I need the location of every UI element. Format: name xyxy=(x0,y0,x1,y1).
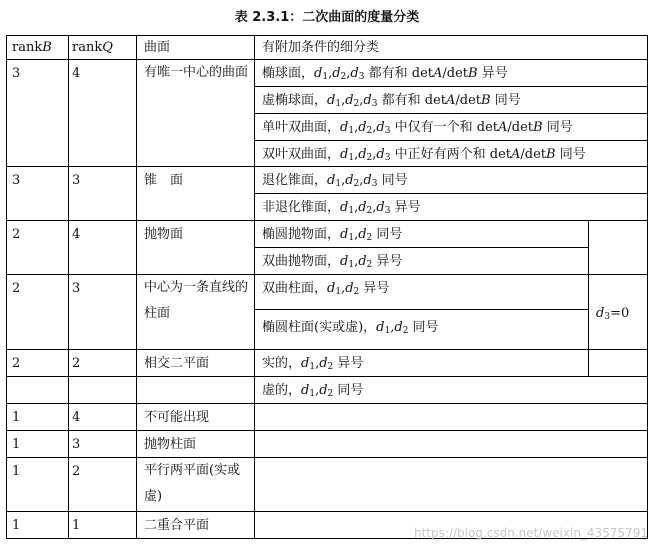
row4-sub2: 椭圆柱面(实或虚)，$d_1,d_2$ 同号 xyxy=(262,320,439,336)
watermark: https://blog.csdn.net/weixin_43575791 xyxy=(413,526,648,540)
row6-surface: 不可能出现 xyxy=(144,410,210,425)
row9-rankQ: 1 xyxy=(72,518,81,533)
row7-surface: 抛物柱面 xyxy=(144,437,197,452)
row8-rankB: 1 xyxy=(12,464,21,479)
row9-rankB: 1 xyxy=(12,518,21,533)
row8-surface: 平行两平面(实或虚) xyxy=(144,463,241,504)
row5-sub1: 实的，$d_1,d_2$ 异号 xyxy=(262,356,364,372)
row6-rankB: 1 xyxy=(12,410,21,425)
row7-rankQ: 3 xyxy=(72,437,81,452)
row1-sub1: 椭球面，$d_1,d_2,d_3$ 都有和 detA/detB 异号 xyxy=(262,66,508,82)
header-subclass: 有附加条件的细分类 xyxy=(262,40,380,55)
row5-rankB: 2 xyxy=(12,356,21,371)
row2-surface: 锥 面 xyxy=(144,173,184,188)
row3-rankQ: 4 xyxy=(72,227,81,242)
table-caption: 表 2.3.1：二次曲面的度量分类 xyxy=(234,10,420,25)
row2-sub2: 非退化锥面，$d_1,d_2,d_3$ 异号 xyxy=(262,200,421,216)
row5-rankQ: 2 xyxy=(72,356,81,371)
header-rankQ: rankQ xyxy=(72,40,113,55)
row5-sub2: 虚的，$d_1,d_2$ 同号 xyxy=(262,383,364,399)
row4-rankB: 2 xyxy=(12,281,21,296)
row1-rankB: 3 xyxy=(12,66,21,81)
header-rankB: rankB xyxy=(12,40,52,55)
row6-rankQ: 4 xyxy=(72,410,81,425)
header-surface: 曲面 xyxy=(144,40,171,55)
row2-rankB: 3 xyxy=(12,173,21,188)
row3-rankB: 2 xyxy=(12,227,21,242)
d3-note: $d_3=0$ xyxy=(596,306,630,322)
row4-sub1: 双曲柱面，$d_1,d_2$ 异号 xyxy=(262,281,390,297)
row1-sub2: 虚椭球面，$d_1,d_2,d_3$ 都有和 detA/detB 同号 xyxy=(262,93,521,109)
row4-surface: 中心为一条直线的柱面 xyxy=(144,280,249,321)
row1-rankQ: 4 xyxy=(72,66,81,81)
row3-sub1: 椭圆抛物面，$d_1,d_2$ 同号 xyxy=(262,227,403,243)
row1-surface: 有唯一中心的曲面 xyxy=(144,65,249,80)
row2-sub1: 退化锥面，$d_1,d_2,d_3$ 同号 xyxy=(262,173,408,189)
row4-rankQ: 3 xyxy=(72,281,81,296)
row5-surface: 相交二平面 xyxy=(144,356,210,371)
row2-rankQ: 3 xyxy=(72,173,81,188)
row7-rankB: 1 xyxy=(12,437,21,452)
row3-sub2: 双曲抛物面，$d_1,d_2$ 异号 xyxy=(262,254,403,270)
row9-surface: 二重合平面 xyxy=(144,518,210,533)
row8-rankQ: 2 xyxy=(72,464,81,479)
row1-sub4: 双叶双曲面，$d_1,d_2,d_3$ 中正好有两个和 detA/detB 同号 xyxy=(262,147,586,163)
row3-surface: 抛物面 xyxy=(144,227,184,242)
row1-sub3: 单叶双曲面，$d_1,d_2,d_3$ 中仅有一个和 detA/detB 同号 xyxy=(262,120,573,136)
